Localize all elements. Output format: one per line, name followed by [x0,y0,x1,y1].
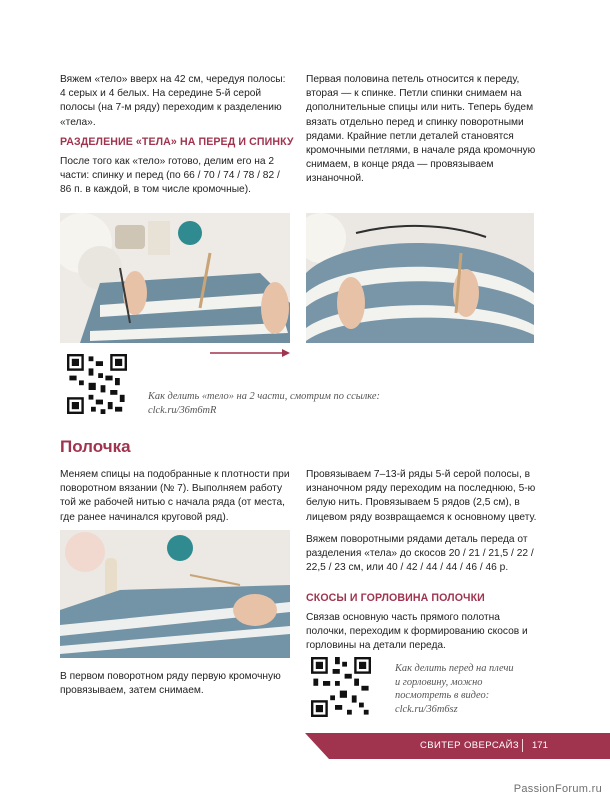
subheading-neckline: СКОСЫ И ГОРЛОВИНА ПОЛОЧКИ [306,592,485,604]
photo-knitting-divide-2 [306,213,534,343]
page-number: 171 [532,740,548,751]
paragraph: Меняем спицы на подобранные к плотности при поворотном вязании (№ 7). Выполняем работу той же рабочей нитью с начала ряда (от места, где ранее начинался круговой ряд). [60,469,290,523]
footer-book-title: СВИТЕР ОВЕРСАЙЗ [420,740,519,751]
top-left-column-2 [60,155,290,206]
top-right-column [306,73,538,195]
footer-divider [522,739,523,752]
paragraph: Провязываем 7–13-й ряды 5-й серой полосы, в изнаночном ряду переходим на последнюю, 5-ю белую нить. Провязываем 5 рядов (2,5 см), в лицевом ряду возвращаемся к основному цвету. [306,469,537,523]
paragraph: Связав основную часть прямого полотна полочки, переходим к формированию скосов и горловины на детали переда. [306,612,528,652]
caption-text: Как делить «тело» на 2 части, смотрим по ссылке: [148,391,380,402]
mid-left-column-2 [60,670,290,706]
paragraph: В первом поворотном ряду первую кромочную провязываем, затем снимаем. [60,671,281,697]
caption-text: и горловину, можно [395,676,483,688]
qr-caption-front-split [395,662,545,716]
paragraph: Первая половина петель относится к переду, вторая — к спинке. Петли спинки снимаем на дополнительные спицы или нить. Теперь будем вязать отдельно перед и спинку поворотными рядами. Крайние петли деталей становятся кромочными петлями, в начале ряда кромочную снимаем, в конце ряда — провязываем изнаночной. [306,74,536,185]
top-left-column [60,73,290,138]
subheading-division: РАЗДЕЛЕНИЕ «ТЕЛА» НА ПЕРЕД И СПИНКУ [60,136,294,148]
photo-knitting-divide-1 [60,213,290,343]
caption-text: посмотреть в видео: [395,690,490,701]
caption-link[interactable]: clck.ru/36m6sz [395,703,458,715]
paragraph: Вяжем «тело» вверх на 42 см, чередуя полосы: 4 серых и 4 белых. На середине 5-й серой полосы (на 7-м ряду) переходим к разделению «тела». [60,74,286,128]
qr-code-icon[interactable] [311,657,371,717]
paragraph: После того как «тело» готово, делим его на 2 части: спинку и перед (по 66 / 70 / 74 / 78 / 82 / 86 п. в каждой, в том числе кромочные). [60,156,280,196]
caption-link[interactable]: clck.ru/36m6mR [148,404,217,416]
mid-right-column-2 [306,611,538,662]
mid-left-column [60,468,290,533]
arrow-right-icon [210,348,290,358]
qr-code-icon[interactable] [67,354,127,414]
qr-caption-body-split [148,390,428,417]
caption-text: Как делить перед на плечи [395,663,514,674]
section-title: Полочка [60,437,131,456]
paragraph: Вяжем поворотными рядами деталь переда от разделения «тела» до скосов 20 / 21 / 21,5 / 22 / 22,5 / 23 см, или 40 / 42 / 44 / 44 / 46 / 46 р. [306,533,534,574]
photo-front-panel [60,530,290,658]
watermark: PassionForum.ru [513,783,602,795]
mid-right-column [306,468,538,583]
